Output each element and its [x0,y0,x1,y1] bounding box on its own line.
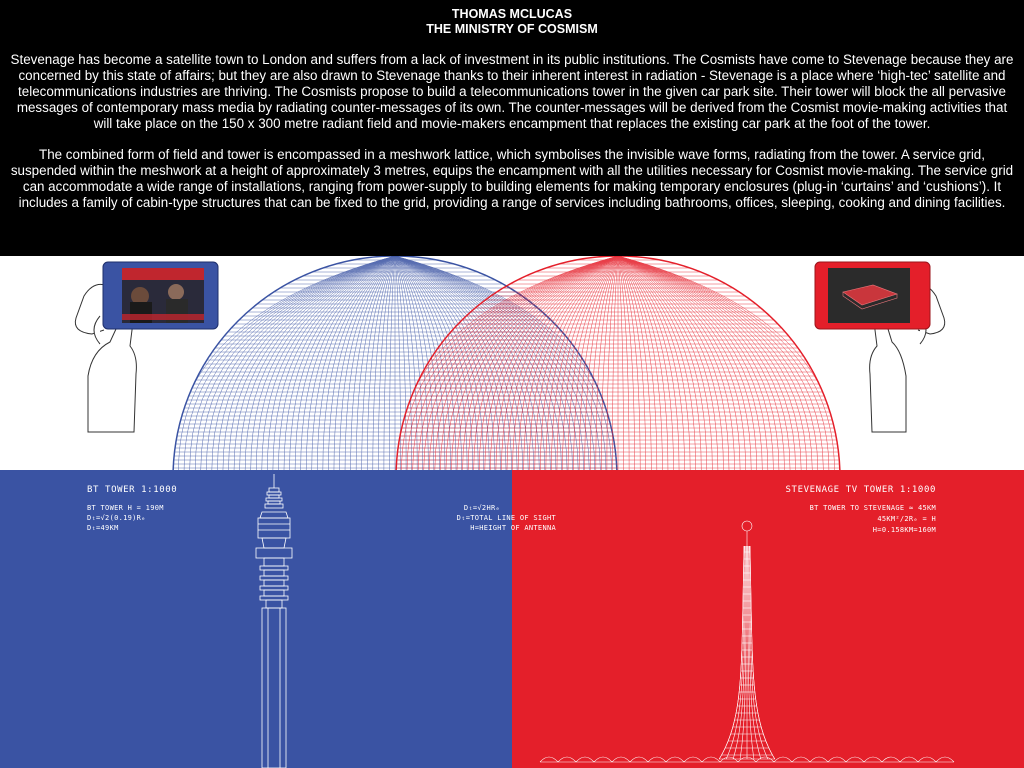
right-panel-line: BT TOWER TO STEVENAGE ≈ 45KM [809,504,936,512]
center-note-line: Dₜ=√2HRₑ [463,504,500,512]
description-paragraph-2: The combined form of field and tower is encompassed in a meshwork lattice, which symbolises the invisible wave forms, radiating from the tower. A service grid, suspended within the meshwork at a height of approximately 3 metres, equips the encampment with all the utilities necessary for Cosmist movie-making. The service grid can accommodate a wide range of installations, ranging from power-supply to building elements for making temporary enclosures (plug-in ‘curtains’ and ‘cushions’). It includes a family of cabin-type structures that can be fixed to the grid, providing a range of services including bathrooms, offices, sleeping, cooking and dining facilities. [10,147,1014,210]
author-name: THOMAS MCLUCAS [451,7,573,21]
right-panel-line: H=0.158KM=160M [872,526,936,534]
description-paragraph-1: Stevenage has become a satellite town to London and suffers from a lack of investment in its public institutions. The Cosmists have come to Stevenage because they are concerned by this state of affairs; but they are also drawn to Stevenage thanks to their inherent interest in radiation - Stevenage is a place where ‘high-tec’ satellite and telecommunications industries are thriving. The Cosmists propose to build a telecommunications tower in the given car park site. Their tower will block the all pervasive messages of contemporary mass media by radiating counter-messages of its own. The counter-messages will be derived from the Cosmist movie-making activities that will take place on the 150 x 300 metre radiant field and movie-makers encampment that replaces the existing car park at the foot of the tower. [10,52,1014,131]
tablet-blue-icon [103,262,218,329]
left-panel-line: Dₜ=49KM [87,524,119,532]
right-panel-title: STEVENAGE TV TOWER 1:1000 [785,485,936,495]
diagram [0,256,1024,768]
left-panel-title: BT TOWER 1:1000 [87,485,178,495]
right-panel-line: 45KM²/2Rₑ = H [877,515,936,523]
red-panel [512,470,1024,768]
center-note-line: H=HEIGHT OF ANTENNA [470,524,556,532]
project-title: THE MINISTRY OF COSMISM [426,22,598,36]
tablet-red-icon [815,262,930,329]
center-note-line: Dₜ=TOTAL LINE OF SIGHT [456,514,556,522]
left-panel-line: Dₜ=√2(0.19)Rₑ [87,514,146,522]
header [0,0,1024,256]
blue-panel [0,470,512,768]
left-panel-line: BT TOWER H = 190M [87,504,164,512]
